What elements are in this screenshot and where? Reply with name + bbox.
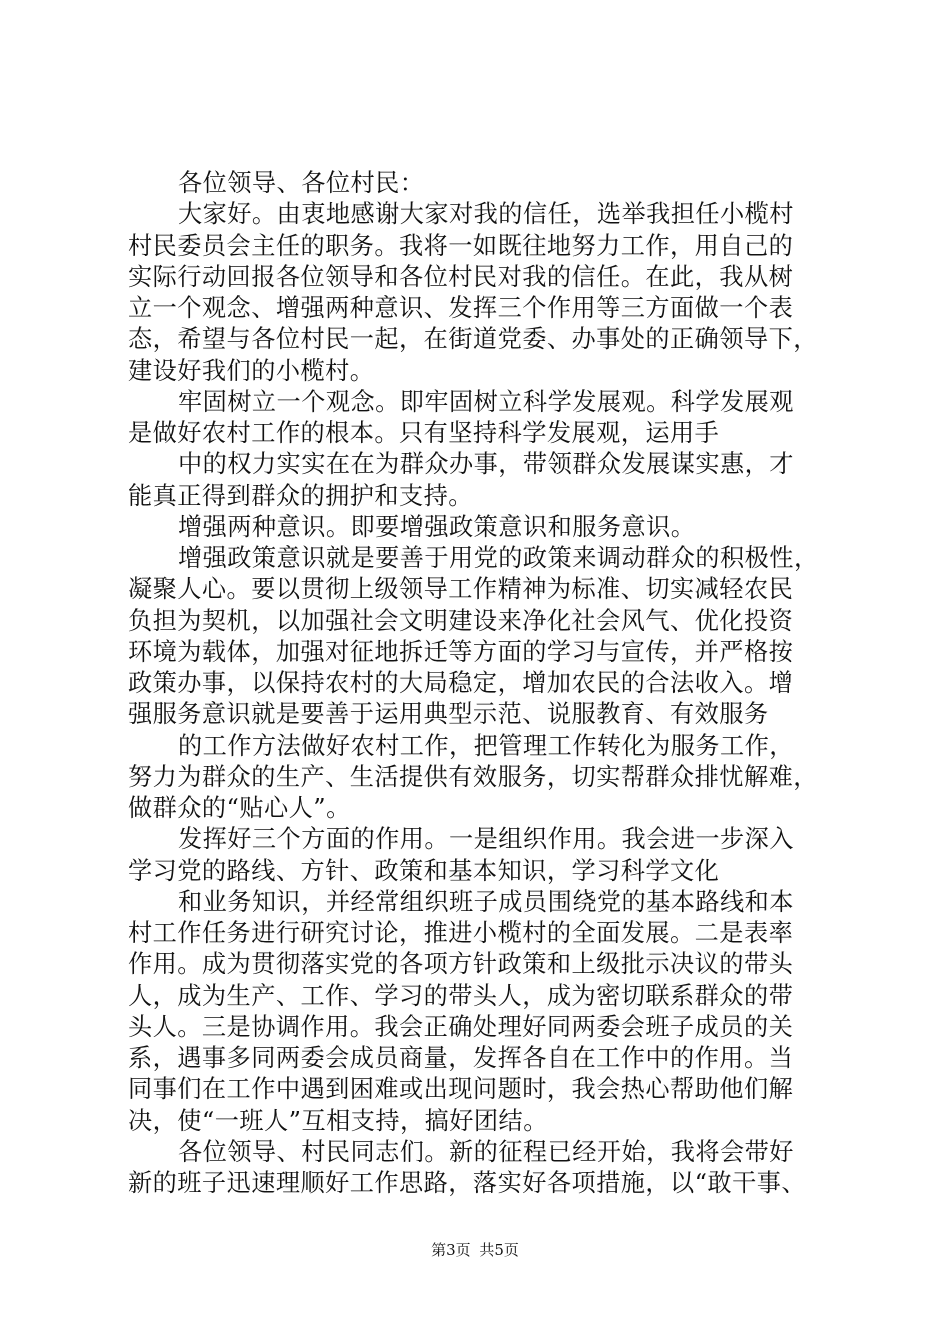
text-line: 各位领导、村民同志们。新的征程已经开始，我将会带好 [178,1137,794,1166]
text-line: 牢固树立一个观念。即牢固树立科学发展观。科学发展观 [178,387,794,416]
text-line: 学习党的路线、方针、政策和基本知识，学习科学文化 [128,856,720,885]
text-line: 建设好我们的小榄村。 [128,356,375,385]
text-line: 村民委员会主任的职务。我将一如既往地努力工作，用自己的 [128,231,794,260]
text-line: 态，希望与各位村民一起，在街道党委、办事处的正确领导下， [128,325,818,354]
text-line: 环境为载体，加强对征地拆迁等方面的学习与宣传，并严格按 [128,637,794,666]
text-line: 大家好。由衷地感谢大家对我的信任，选举我担任小榄村 [178,200,794,229]
text-line: 决，使“一班人”互相支持，搞好团结。 [128,1106,548,1135]
text-line: 人，成为生产、工作、学习的带头人，成为密切联系群众的带 [128,981,794,1010]
text-line: 增强两种意识。即要增强政策意识和服务意识。 [178,512,696,541]
text-line: 努力为群众的生产、生活提供有效服务，切实帮群众排忧解难， [128,762,818,791]
text-line: 负担为契机，以加强社会文明建设来净化社会风气、优化投资 [128,606,794,635]
text-line: 的工作方法做好农村工作，把管理工作转化为服务工作， [178,731,794,760]
text-line: 能真正得到群众的拥护和支持。 [128,481,473,510]
page-total: 共5页 [479,1241,519,1259]
text-line: 实际行动回报各位领导和各位村民对我的信任。在此，我从树 [128,262,794,291]
text-line: 头人。三是协调作用。我会正确处理好同两委会班子成员的关 [128,1012,794,1041]
text-line: 政策办事，以保持农村的大局稳定，增加农民的合法收入。增 [128,669,794,697]
text-line: 发挥好三个方面的作用。一是组织作用。我会进一步深入 [178,825,794,854]
text-line: 中的权力实实在在为群众办事，带领群众发展谋实惠，才 [178,450,794,479]
text-line: 凝聚人心。要以贯彻上级领导工作精神为标准、切实减轻农民 [128,575,794,604]
text-line: 同事们在工作中遇到困难或出现问题时，我会热心帮助他们解 [128,1075,794,1104]
salutation-line: 各位领导、各位村民： [178,169,425,197]
text-line: 和业务知识，并经常组织班子成员围绕党的基本路线和本 [178,887,794,916]
text-line: 村工作任务进行研究讨论，推进小榄村的全面发展。二是表率 [128,919,794,947]
text-line: 是做好农村工作的根本。只有坚持科学发展观，运用手 [128,419,720,447]
page-footer [0,1240,950,1260]
text-line: 系，遇事多同两委会成员商量，发挥各自在工作中的作用。当 [128,1044,794,1072]
text-line: 新的班子迅速理顺好工作思路，落实好各项措施，以“敢干事、 [128,1169,807,1197]
page-number: 第3页 [431,1241,471,1259]
text-line: 作用。成为贯彻落实党的各项方针政策和上级批示决议的带头 [128,950,794,979]
document-body [128,168,833,1199]
text-line: 立一个观念、增强两种意识、发挥三个作用等三方面做一个表 [128,294,794,322]
text-line: 增强政策意识就是要善于用党的政策来调动群众的积极性， [178,544,819,572]
text-line: 强服务意识就是要善于运用典型示范、说服教育、有效服务 [128,700,769,729]
text-line: 做群众的“贴心人”。 [128,794,351,822]
